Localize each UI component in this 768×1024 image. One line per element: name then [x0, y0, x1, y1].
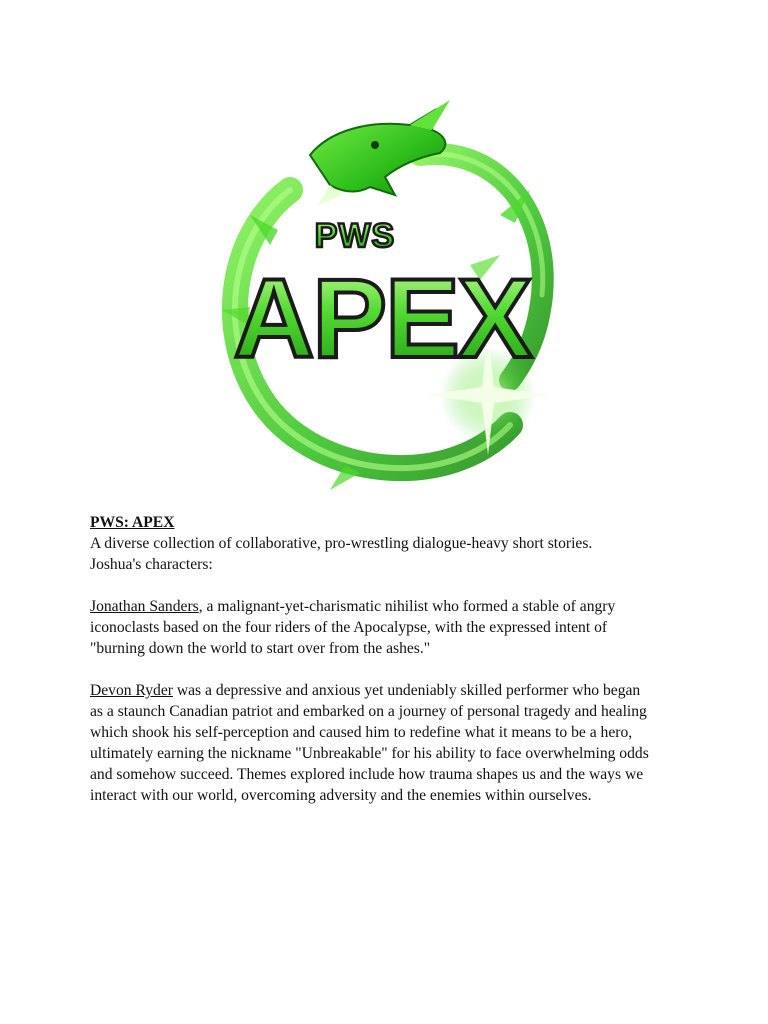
character-2-paragraph: [90, 680, 690, 701]
dragon-logo-graphic: [170, 95, 600, 505]
character-1-line-2: iconoclasts based on the four riders of the Apocalypse, with the expressed intent of: [90, 619, 608, 636]
logo-big-text: APEX: [233, 256, 531, 381]
character-2-name: Devon Ryder: [90, 682, 173, 699]
character-2-line-1: was a depressive and anxious yet undeniably skilled performer who began: [172, 682, 641, 699]
dragon-head: [310, 100, 450, 205]
character-2-line-4: ultimately earning the nickname "Unbreakable" for his ability to face overwhelming odds: [90, 745, 649, 762]
character-1-line-1: , a malignant-yet-charismatic nihilist who formed a stable of angry: [198, 598, 616, 615]
character-1-paragraph: [90, 596, 690, 617]
character-2-line-5: and somehow succeed. Themes explored include how trauma shapes us and the ways we: [90, 766, 644, 783]
character-1-name: Jonathan Sanders: [90, 598, 199, 615]
logo-small-text: PWS: [314, 217, 396, 255]
pws-apex-logo: [170, 95, 600, 505]
doc-title: PWS: APEX: [90, 514, 175, 531]
characters-heading: Joshua's characters:: [90, 556, 213, 573]
spacer: [90, 575, 690, 596]
character-2-line-3: which shook his self-perception and caused him to redefine what it means to be a hero,: [90, 724, 633, 741]
character-2-line-2: as a staunch Canadian patriot and embarked on a journey of personal tragedy and healing: [90, 703, 647, 720]
character-1-line-3: "burning down the world to start over from the ashes.": [90, 640, 431, 657]
document-body: [90, 512, 690, 806]
character-2-line-6: interact with our world, overcoming adversity and the enemies within ourselves.: [90, 787, 592, 804]
spacer: [90, 659, 690, 680]
doc-tagline: A diverse collection of collaborative, pro-wrestling dialogue-heavy short stories.: [90, 535, 593, 552]
